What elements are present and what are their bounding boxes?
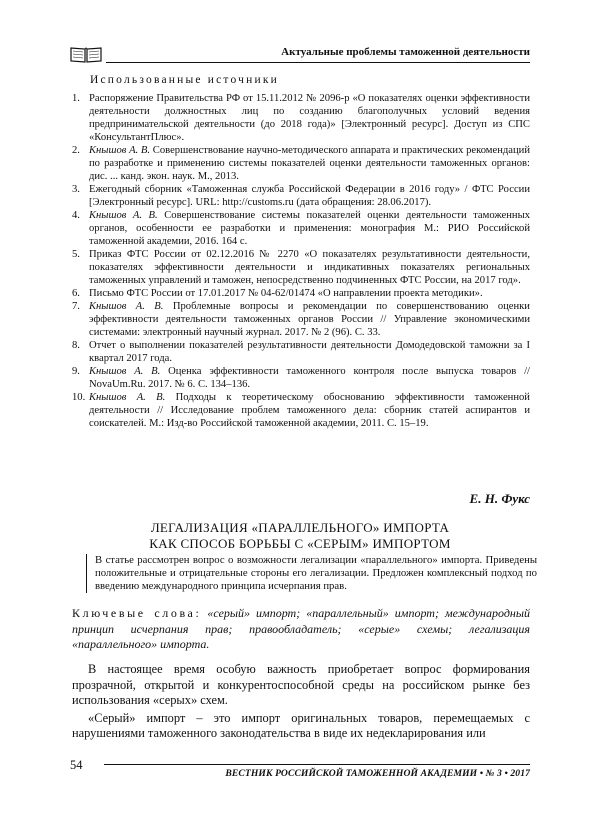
running-footer [70, 756, 530, 779]
reference-item: 5. Приказ ФТС России от 02.12.2016 № 2270 «О показателях результативности деятельности, показателях эффективности деятельности и индикативных показателях региональных таможенных управлений и таможен, непосредственно подчиненных ФТС России, на 2017 год». [72, 249, 530, 286]
reference-item: 6. Письмо ФТС России от 17.01.2017 № 04-62/01474 «О направлении проекта методики». [72, 288, 483, 299]
reference-item: 9. Кнышов А. В. Оценка эффективности таможенного контроля после выпуска товаров // NovaUm.Ru. 2017. № 6. С. 134–136. [72, 366, 530, 390]
header-rule [106, 62, 530, 63]
article-author: Е. Н. Фукс [469, 491, 530, 506]
keywords-text: «серый» импорт; «параллельный» импорт; международный принцип исчерпания прав; правообладатель; «серые» схемы; легализация «параллельного» импорта. [72, 606, 530, 651]
footer-journal-title: ВЕСТНИК РОССИЙСКОЙ ТАМОЖЕННОЙ АКАДЕМИИ • № 3 • 2017 [225, 768, 530, 779]
journal-title: Актуальные проблемы таможенной деятельности [281, 46, 530, 58]
footer-rule [104, 764, 530, 765]
reference-item: 10. Кнышов А. В. Подходы к теоретическому обоснованию эффективности таможенной деятельности // Исследование проблем таможенного дела: сборник статей аспирантов и соискателей. М.: Изд-во Российской таможенной академии, 2011. С. 15–19. [72, 392, 530, 429]
keywords-label: Ключевые слова: [72, 606, 202, 620]
references-heading: Использованные источники [90, 74, 279, 86]
article-title-line-2: КАК СПОСОБ БОРЬБЫ С «СЕРЫМ» ИМПОРТОМ [149, 536, 451, 551]
page-number: 54 [70, 758, 83, 772]
reference-item: 4. Кнышов А. В. Совершенствование системы показателей оценки деятельности таможенных органов, особенности ее разработки и применения: монография М.: РИО Российской таможенной академии, 2016. 164 с. [72, 210, 530, 247]
running-header [70, 44, 530, 66]
open-book-icon [70, 44, 102, 64]
article-title [70, 520, 530, 552]
reference-item: 3. Ежегодный сборник «Таможенная служба Российской Федерации в 2016 году» / ФТС России [Электронный ресурс]. URL: http://customs.ru (дата обращения: 28.06.2017). [72, 184, 530, 208]
references-list [72, 92, 530, 430]
body-paragraph: В настоящее время особую важность приобретает вопрос формирования прозрачной, открытой и конкурентоспособной среды на российском рынке без использования «серых» схем. [72, 662, 530, 707]
article-keywords [72, 606, 530, 653]
article-abstract: В статье рассмотрен вопрос о возможности легализации «параллельного» импорта. Приведены положительные и отрицательные стороны его легализации. Предложен комплексный подход по введению международного принципа исчерпания прав. [86, 554, 537, 593]
reference-item: 1. Распоряжение Правительства РФ от 15.11.2012 № 2096-р «О показателях оценки эффективности деятельности должностных лиц по созданию благополучных условий ведения предпринимательской деятельности (до 2018 года)» [Электронный ресурс]. Доступ из СПС «КонсультантПлюс». [72, 93, 530, 143]
article-body [72, 662, 530, 742]
body-paragraph: «Серый» импорт – это импорт оригинальных товаров, перемещаемых с нарушениями таможенного законодательства в виде их недекларирования или [72, 710, 530, 740]
reference-item: 2. Кнышов А. В. Совершенствование научно-методического аппарата и практических рекомендаций по разработке и применению системы показателей оценки деятельности таможенных органов: дис. ... канд. экон. наук. М., 2013. [72, 145, 530, 182]
reference-item: 8. Отчет о выполнении показателей результативности деятельности Домодедовской таможни за I квартал 2017 года. [72, 340, 530, 364]
reference-item: 7. Кнышов А. В. Проблемные вопросы и рекомендации по совершенствованию оценки эффективности деятельности таможенных органов России // Управление экономическими системами: электронный научный журнал. 2017. № 2 (96). С. 33. [72, 301, 530, 338]
article-title-line-1: ЛЕГАЛИЗАЦИЯ «ПАРАЛЛЕЛЬНОГО» ИМПОРТА [150, 520, 450, 535]
